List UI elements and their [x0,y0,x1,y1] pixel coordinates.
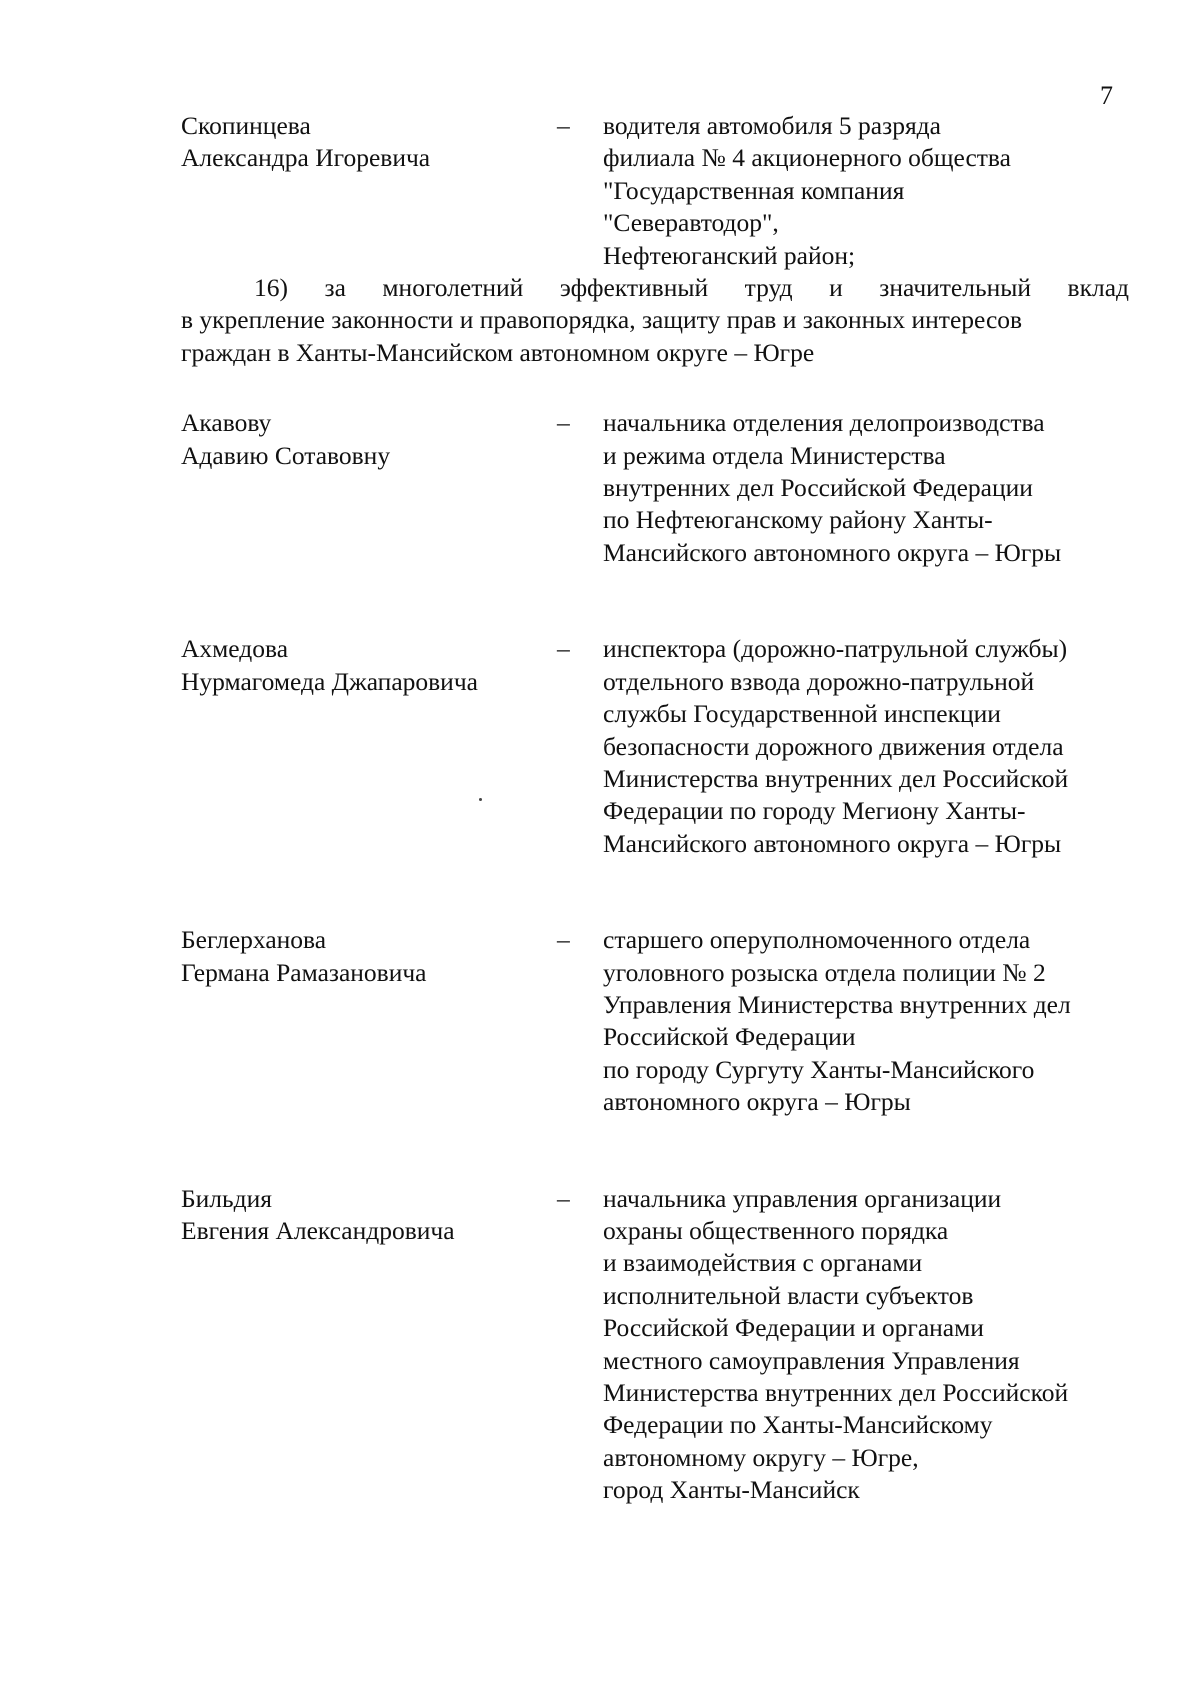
position-line: начальника управления организации [603,1183,1002,1213]
award-entry-skopintsev [181,110,1129,272]
dash-separator: – [557,634,570,664]
position-line: начальника отделения делопроизводства [603,408,1045,438]
position-line: и взаимодействия с органами [603,1248,923,1278]
position-line: Мансийского автономного округа – Югры [603,537,1062,567]
position-line: и режима отдела Министерства [603,440,946,470]
recipient-name [181,110,549,272]
page-number: 7 [1100,81,1113,110]
dash-separator: – [557,408,570,438]
position-line: "Северавтодор", [603,208,779,238]
position-line: город Ханты-Мансийск [603,1475,860,1505]
position-line: Управления Министерства внутренних дел [603,989,1071,1019]
position-line: инспектора (дорожно-патрульной службы) [603,634,1068,664]
name-line: Александра Игоревича [181,143,431,173]
document-body [181,110,1129,1507]
recipient-position [597,924,1129,1118]
position-line: автономного округа – Югры [603,1087,911,1117]
name-line: Ахмедова [181,634,289,664]
paragraph-line: в укрепление законности и правопорядка, защиту прав и законных интересов [181,305,1023,335]
position-line: отдельного взвода дорожно-патрульной [603,666,1035,696]
name-line: Акавову [181,408,272,438]
position-line: по Нефтеюганскому району Ханты- [603,505,993,535]
position-line: уголовного розыска отдела полиции № 2 [603,957,1046,987]
name-line: Бильдия [181,1183,272,1213]
position-line: филиала № 4 акционерного общества [603,143,1011,173]
position-line: Российской Федерации [603,1022,856,1052]
position-line: местного самоуправления Управления [603,1345,1020,1375]
dash-separator: – [557,925,570,955]
name-line: Скопинцева [181,111,311,140]
position-line: Федерации по Ханты-Мансийскому [603,1410,993,1440]
scan-speck [479,798,482,801]
position-line: Российской Федерации и органами [603,1313,984,1343]
position-line: исполнительной власти субъектов [603,1280,974,1310]
name-line: Евгения Александровича [181,1215,455,1245]
name-line: Германа Рамазановича [181,957,427,987]
recipient-name [181,407,549,569]
recipient-position [597,407,1129,569]
award-entry-bildiya [181,1183,1129,1507]
position-line: службы Государственной инспекции [603,699,1001,729]
section-paragraph-16 [181,272,1129,369]
position-line: по городу Сургуту Ханты-Мансийского [603,1054,1035,1084]
recipient-name [181,633,549,860]
position-line: Министерства внутренних дел Российской [603,1378,1069,1407]
position-line: старшего оперуполномоченного отдела [603,925,1031,955]
paragraph-line: граждан в Ханты-Мансийском автономном округе – Югре [181,337,815,367]
position-line: "Государственная компания [603,175,905,205]
recipient-name [181,1183,549,1507]
paragraph-line: 16) за многолетний эффективный труд и значительный вклад [254,273,1129,303]
name-line: Адавию Сотавовну [181,440,391,470]
position-line: Министерства внутренних дел Российской [603,763,1069,793]
position-line: безопасности дорожного движения отдела [603,731,1064,761]
award-entry-akavova [181,407,1129,569]
award-entry-akhmedov [181,633,1129,860]
position-line: Мансийского автономного округа – Югры [603,828,1062,858]
position-line: Федерации по городу Мегиону Ханты- [603,796,1026,826]
recipient-position [597,1183,1129,1507]
position-line: охраны общественного порядка [603,1215,949,1245]
recipient-position [597,110,1129,272]
dash-separator: – [557,111,570,140]
dash-separator: – [557,1183,570,1213]
position-line: Нефтеюганский район; [603,240,856,270]
name-line: Нурмагомеда Джапаровича [181,666,478,696]
recipient-position [597,633,1129,860]
recipient-name [181,924,549,1118]
position-line: водителя автомобиля 5 разряда [603,111,941,140]
position-line: внутренних дел Российской Федерации [603,473,1033,503]
award-entry-beglerkhanov [181,924,1129,1118]
name-line: Беглерханова [181,925,327,955]
position-line: автономному округу – Югре, [603,1442,919,1472]
